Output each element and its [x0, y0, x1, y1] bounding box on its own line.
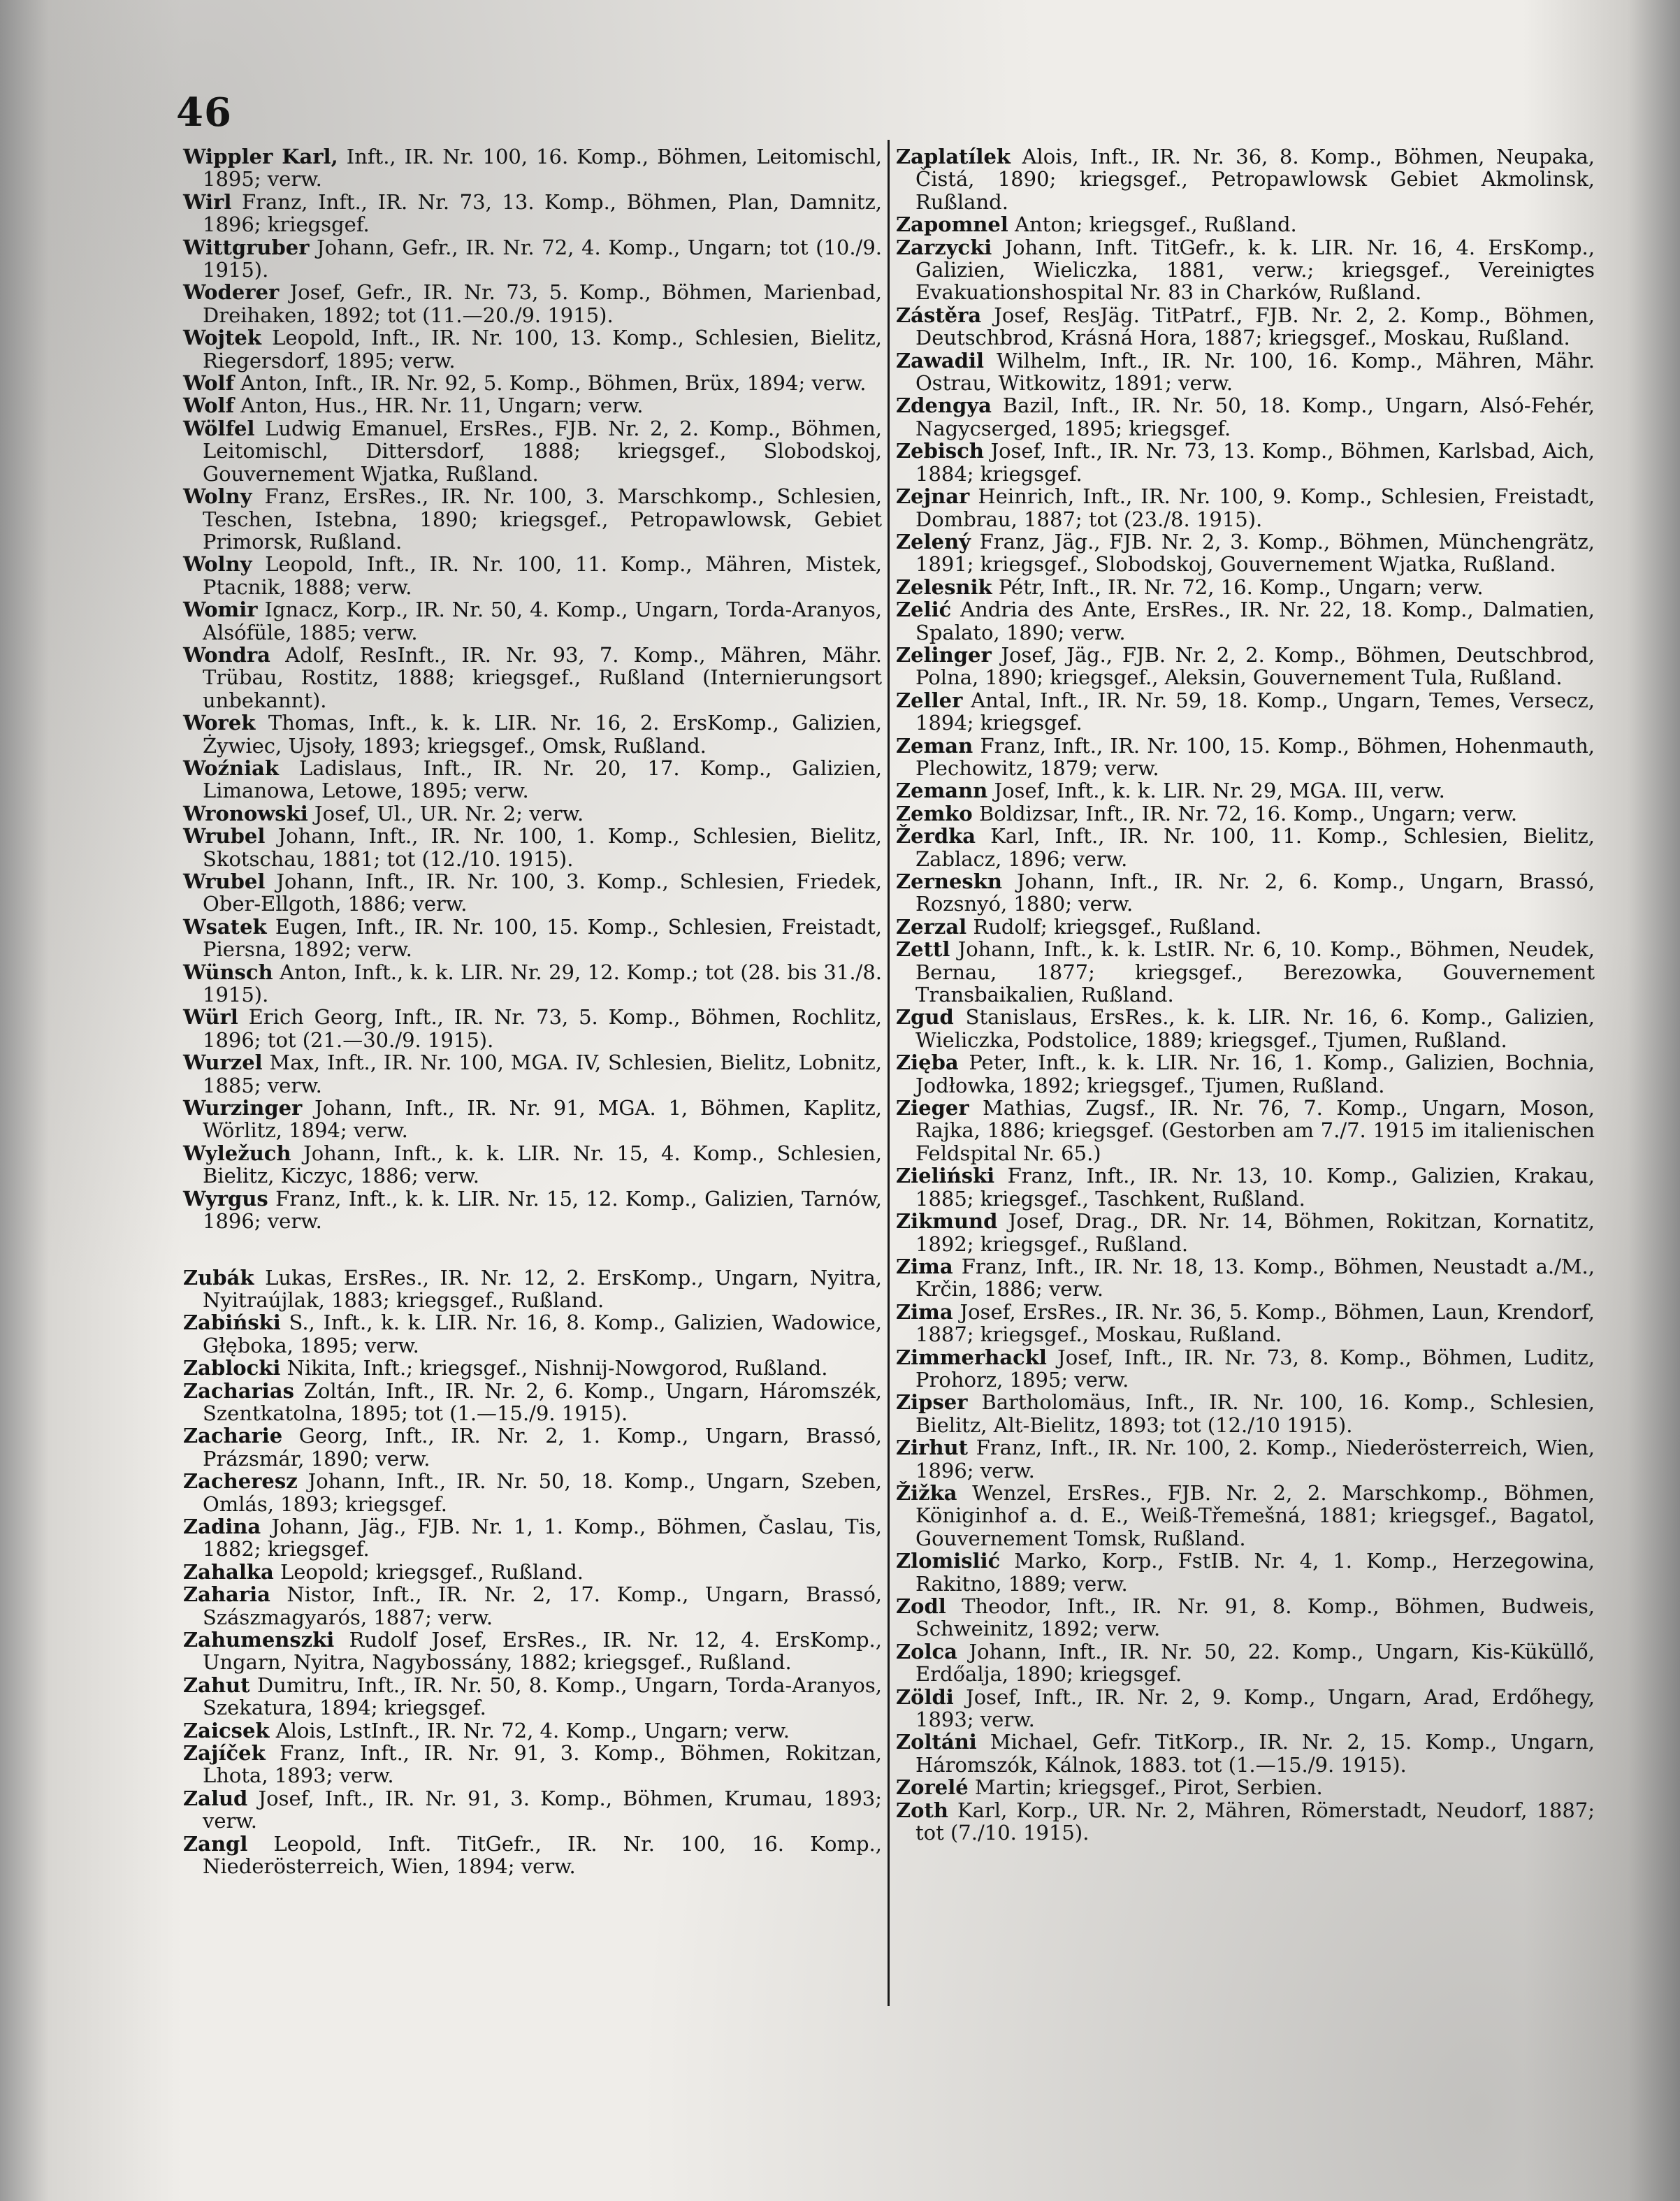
entry-surname: Wölfel — [183, 416, 255, 440]
entry-details: Franz, Inft., k. k. LIR. Nr. 15, 12. Komp., Galizien, Tarnów, 1896; verw. — [203, 1186, 882, 1234]
register-entry — [896, 1776, 1595, 1798]
entry-details: Josef, Inft., IR. Nr. 73, 13. Komp., Böhmen, Karlsbad, Aich, 1884; kriegsgef. — [915, 439, 1595, 486]
register-entry — [896, 1210, 1595, 1255]
register-entry — [183, 485, 882, 553]
entry-surname: Wyležuch — [183, 1141, 291, 1165]
entry-details: Johann, Jäg., FJB. Nr. 1, 1. Komp., Böhmen, Časlau, Tis, 1882; kriegsgef. — [203, 1514, 882, 1561]
entry-surname: Zebisch — [896, 439, 984, 463]
entry-details: Marko, Korp., FstIB. Nr. 4, 1. Komp., Herzegowina, Rakitno, 1889; verw. — [915, 1549, 1595, 1596]
entry-details: Peter, Inft., k. k. LIR. Nr. 16, 1. Komp., Galizien, Bochnia, Jodłowka, 1892; kriegsgef., Tjumen, Rußland. — [915, 1051, 1595, 1097]
entry-details: Johann, Inft., k. k. LIR. Nr. 15, 4. Komp., Schlesien, Bielitz, Kiczyc, 1886; verw. — [203, 1141, 882, 1188]
entry-surname: Zöldi — [896, 1684, 954, 1709]
entry-details: Martin; kriegsgef., Pirot, Serbien. — [968, 1775, 1323, 1800]
register-entry — [896, 870, 1595, 916]
entry-surname: Zaicsek — [183, 1718, 270, 1742]
entry-surname: Zabiński — [183, 1311, 281, 1335]
register-entry — [183, 825, 882, 870]
entry-details: Bartholomäus, Inft., IR. Nr. 100, 16. Komp., Schlesien, Bielitz, Alt-Bielitz, 1893; tot (12./10 1915). — [915, 1390, 1595, 1437]
column-divider — [888, 140, 890, 2006]
register-entry — [183, 757, 882, 802]
register-entry — [183, 1787, 882, 1833]
register-entry — [183, 916, 882, 961]
entry-details: Stanislaus, ErsRes., k. k. LIR. Nr. 16, 6. Komp., Galizien, Wieliczka, Podstolice, 1889; kriegsgef., Tjumen, Rußland. — [915, 1005, 1595, 1052]
register-entry — [183, 598, 882, 644]
entry-surname: Zerzal — [896, 914, 967, 939]
register-entry — [183, 961, 882, 1006]
entry-surname: Zahut — [183, 1673, 250, 1697]
register-entry — [183, 372, 882, 394]
register-entry — [183, 236, 882, 282]
entry-surname: Wurzinger — [183, 1096, 303, 1120]
register-entry — [183, 145, 882, 191]
entry-details: Johann, Inft., IR. Nr. 2, 6. Komp., Ungarn, Brassó, Rozsnyó, 1880; verw. — [915, 869, 1595, 916]
entry-details: Rudolf; kriegsgef., Rußland. — [966, 914, 1262, 939]
entry-surname: Zdengya — [896, 394, 992, 418]
entry-surname: Zangl — [183, 1831, 248, 1856]
section-gap — [183, 1233, 882, 1267]
register-entry — [183, 870, 882, 916]
register-entry — [896, 213, 1595, 236]
entry-surname: Žerdka — [896, 824, 976, 849]
entry-surname: Zubák — [183, 1265, 254, 1290]
entry-details: Franz, ErsRes., IR. Nr. 100, 3. Marschkomp., Schlesien, Teschen, Istebna, 1890; kriegsgef., Petropawlowsk, Gebiet Primorsk, Rußland. — [203, 484, 882, 554]
entry-surname: Wyrgus — [183, 1186, 268, 1211]
entry-surname: Wurzel — [183, 1051, 263, 1075]
register-entry — [896, 1686, 1595, 1731]
register-entry — [896, 440, 1595, 485]
register-entry — [896, 1391, 1595, 1436]
register-entry — [183, 1424, 882, 1470]
entry-details: Anton, Inft., k. k. LIR. Nr. 29, 12. Komp.; tot (28. bis 31./8. 1915). — [203, 960, 882, 1007]
entry-surname: Zablocki — [183, 1356, 281, 1380]
register-entry — [896, 531, 1595, 576]
entry-details: Alois, LstInft., IR. Nr. 72, 4. Komp., Ungarn; verw. — [269, 1718, 790, 1742]
entry-surname: Zima — [896, 1254, 953, 1278]
entry-details: Alois, Inft., IR. Nr. 36, 8. Komp., Böhmen, Neupaka, Čistá, 1890; kriegsgef., Petropawlowsk Gebiet Akmolinsk, Rußland. — [915, 145, 1595, 214]
entry-details: Josef, ErsRes., IR. Nr. 36, 5. Komp., Böhmen, Laun, Krendorf, 1887; kriegsgef., Moskau, Rußland. — [915, 1299, 1595, 1347]
entry-details: Anton, Hus., HR. Nr. 11, Ungarn; verw. — [234, 394, 644, 418]
register-entry — [896, 1550, 1595, 1595]
register-entry — [896, 1164, 1595, 1210]
entry-details: Andria des Ante, ErsRes., IR. Nr. 22, 18. Komp., Dalmatien, Spalato, 1890; verw. — [915, 598, 1595, 644]
entry-surname: Zieliński — [896, 1164, 995, 1188]
entry-surname: Wolf — [183, 371, 235, 396]
entry-details: Pétr, Inft., IR. Nr. 72, 16. Komp., Ungarn; verw. — [992, 575, 1484, 599]
entry-surname: Zelený — [896, 529, 971, 554]
entry-details: Josef, Drag., DR. Nr. 14, Böhmen, Rokitzan, Kornatitz, 1892; kriegsgef., Rußland. — [915, 1209, 1595, 1256]
entry-surname: Zacheresz — [183, 1469, 298, 1494]
entry-surname: Zalud — [183, 1786, 248, 1810]
register-entry — [183, 1470, 882, 1515]
register-entry — [183, 1561, 882, 1583]
entry-surname: Zięba — [896, 1051, 959, 1075]
entry-surname: Woźniak — [183, 756, 279, 780]
register-entry — [896, 394, 1595, 440]
entry-surname: Zeller — [896, 688, 963, 712]
entry-details: Franz, Inft., IR. Nr. 100, 15. Komp., Böhmen, Hohenmauth, Plechowitz, 1879; verw. — [915, 733, 1595, 780]
register-entry — [896, 576, 1595, 598]
entry-details: Josef, Inft., IR. Nr. 73, 8. Komp., Böhmen, Luditz, Prohorz, 1895; verw. — [915, 1345, 1595, 1392]
entry-details: Nikita, Inft.; kriegsgef., Nishnij-Nowgorod, Rußland. — [280, 1356, 828, 1380]
register-entry — [896, 1051, 1595, 1097]
register-entry — [183, 1097, 882, 1142]
entry-details: Franz, Inft., IR. Nr. 91, 3. Komp., Böhmen, Rokitzan, Lhota, 1893; verw. — [203, 1741, 882, 1788]
left-column — [183, 145, 882, 1877]
entry-details: Franz, Inft., IR. Nr. 100, 2. Komp., Niederösterreich, Wien, 1896; verw. — [915, 1436, 1595, 1482]
register-entry — [896, 145, 1595, 213]
entry-details: Mathias, Zugsf., IR. Nr. 76, 7. Komp., Ungarn, Moson, Rajka, 1886; kriegsgef. (Gestorben am 7./7. 1915 im italienischen Feldspital Nr. 65.) — [915, 1096, 1595, 1165]
entry-surname: Wünsch — [183, 960, 273, 984]
right-column — [896, 145, 1595, 1844]
entry-surname: Zelinger — [896, 642, 992, 667]
register-entry — [896, 689, 1595, 735]
entry-details: Adolf, ResInft., IR. Nr. 93, 7. Komp., Mähren, Mähr. Trübau, Rostitz, 1888; kriegsgef., Rußland (Internierungsort unbekannt). — [203, 642, 882, 712]
entry-details: Michael, Gefr. TitKorp., IR. Nr. 2, 15. Komp., Ungarn, Háromszók, Kálnok, 1883. tot (1.—15./9. 1915). — [915, 1730, 1595, 1777]
entry-details: Antal, Inft., IR. Nr. 59, 18. Komp., Ungarn, Temes, Versecz, 1894; kriegsgef. — [915, 688, 1595, 735]
entry-details: Anton, Inft., IR. Nr. 92, 5. Komp., Böhmen, Brüx, 1894; verw. — [234, 371, 867, 396]
entry-surname: Zarzycki — [896, 235, 992, 259]
entry-surname: Wirl — [183, 189, 232, 214]
entry-surname: Würl — [183, 1005, 238, 1030]
entry-details: Inft., IR. Nr. 100, 16. Komp., Böhmen, Leitomischl, 1895; verw. — [203, 145, 882, 192]
entry-surname: Wolny — [183, 484, 252, 509]
register-entry — [183, 281, 882, 326]
entry-details: Josef, Jäg., FJB. Nr. 2, 2. Komp., Böhmen, Deutschbrod, Polna, 1890; kriegsgef., Aleksin, Gouvernement Tula, Rußland. — [915, 642, 1595, 690]
entry-surname: Zemann — [896, 779, 988, 803]
entry-details: Rudolf Josef, ErsRes., IR. Nr. 12, 4. ErsKomp., Ungarn, Nyitra, Nagybossány, 1882; kriegsgef., Rußland. — [203, 1628, 882, 1675]
entry-details: Johann, Inft. TitGefr., k. k. LIR. Nr. 16, 4. ErsKomp., Galizien, Wieliczka, 1881, verw.; kriegsgef., Vereinigtes Evakuationshospital Nr. 83 in Charków, Rußland. — [915, 235, 1595, 305]
entry-surname: Zahalka — [183, 1559, 274, 1584]
register-entry — [183, 1357, 882, 1379]
entry-details: Leopold, Inft. TitGefr., IR. Nr. 100, 16. Komp., Niederösterreich, Wien, 1894; verw. — [203, 1831, 882, 1879]
entry-details: Anton; kriegsgef., Rußland. — [1008, 212, 1297, 237]
entry-surname: Zimmerhackl — [896, 1345, 1047, 1369]
entry-details: Josef, ResJäg. TitPatrf., FJB. Nr. 2, 2. Komp., Böhmen, Deutschbrod, Krásná Hora, 1887; kriegsgef., Moskau, Rußland. — [915, 303, 1595, 350]
entry-surname: Wippler Karl, — [183, 145, 338, 168]
register-entry — [183, 191, 882, 236]
entry-surname: Zodl — [896, 1594, 946, 1618]
entry-surname: Wojtek — [183, 326, 261, 350]
entry-details: Leopold, Inft., IR. Nr. 100, 11. Komp., Mähren, Mistek, Ptacnik, 1888; verw. — [203, 552, 882, 599]
entry-details: Johann, Inft., IR. Nr. 50, 22. Komp., Ungarn, Kis-Küküllő, Erdőalja, 1890; kriegsgef. — [915, 1639, 1595, 1687]
entry-details: Josef, Inft., k. k. LIR. Nr. 29, MGA. III, verw. — [987, 779, 1445, 803]
entry-details: Ladislaus, Inft., IR. Nr. 20, 17. Komp., Galizien, Limanowa, Letowe, 1895; verw. — [203, 756, 882, 803]
register-entry — [183, 1583, 882, 1629]
entry-details: Nistor, Inft., IR. Nr. 2, 17. Komp., Ungarn, Brassó, Szászmagyarós, 1887; verw. — [203, 1582, 882, 1629]
entry-surname: Wittgruber — [183, 235, 310, 259]
entry-surname: Zapomnel — [896, 212, 1008, 237]
entry-surname: Zástěra — [896, 303, 982, 327]
register-entry — [183, 1267, 882, 1312]
entry-details: Wenzel, ErsRes., FJB. Nr. 2, 2. Marschkomp., Böhmen, Königinhof a. d. E., Weiß-Třemešná, 1881; kriegsgef., Bagatol, Gouvernement Tomsk, Rußland. — [915, 1480, 1595, 1550]
entry-details: Heinrich, Inft., IR. Nr. 100, 9. Komp., Schlesien, Freistadt, Dombrau, 1887; tot (23./8. 1915). — [915, 484, 1595, 531]
entry-surname: Zima — [896, 1299, 953, 1324]
register-entry — [896, 1255, 1595, 1301]
entry-surname: Wsatek — [183, 914, 267, 939]
register-entry — [896, 1482, 1595, 1550]
register-entry — [896, 916, 1595, 938]
entry-surname: Wolf — [183, 394, 235, 418]
entry-surname: Zelesnik — [896, 575, 992, 599]
register-entry — [183, 712, 882, 757]
register-entry — [183, 417, 882, 485]
register-entry — [896, 825, 1595, 870]
register-entry — [896, 236, 1595, 304]
register-entry — [896, 1097, 1595, 1164]
entry-surname: Zemko — [896, 801, 973, 825]
entry-details: Dumitru, Inft., IR. Nr. 50, 8. Komp., Ungarn, Torda-Aranyos, Szekatura, 1894; kriegsgef. — [203, 1673, 882, 1720]
register-entry — [896, 779, 1595, 802]
register-entry — [183, 1051, 882, 1097]
entry-details: S., Inft., k. k. LIR. Nr. 16, 8. Komp., Galizien, Wadowice, Głęboka, 1895; verw. — [203, 1311, 882, 1357]
entry-surname: Zeman — [896, 733, 973, 758]
register-entry — [896, 802, 1595, 825]
register-entry — [183, 644, 882, 712]
entry-surname: Zejnar — [896, 484, 970, 509]
register-entry — [183, 1833, 882, 1878]
entry-surname: Woderer — [183, 280, 280, 305]
entry-details: Johann, Inft., IR. Nr. 100, 1. Komp., Schlesien, Bielitz, Skotschau, 1881; tot (12./10. 1915). — [203, 824, 882, 871]
register-entry — [896, 1436, 1595, 1482]
entry-details: Boldizsar, Inft., IR. Nr. 72, 16. Komp., Ungarn; verw. — [972, 801, 1518, 825]
register-entry — [183, 1142, 882, 1188]
entry-surname: Zaplatílek — [896, 145, 1011, 168]
entry-details: Franz, Inft., IR. Nr. 73, 13. Komp., Böhmen, Plan, Damnitz, 1896; kriegsgef. — [203, 189, 882, 237]
entry-details: Josef, Ul., UR. Nr. 2; verw. — [307, 801, 584, 825]
register-entry — [896, 1799, 1595, 1845]
entry-details: Johann, Inft., IR. Nr. 50, 18. Komp., Ungarn, Szeben, Omlás, 1893; kriegsgef. — [203, 1469, 882, 1516]
entry-details: Thomas, Inft., k. k. LIR. Nr. 16, 2. ErsKomp., Galizien, Żywiec, Ujsoły, 1893; kriegsgef., Omsk, Rußland. — [203, 711, 882, 758]
entry-details: Franz, Jäg., FJB. Nr. 2, 3. Komp., Böhmen, Münchengrätz, 1891; kriegsgef., Slobodskoj, Gouvernement Wjatka, Rußland. — [915, 529, 1595, 577]
entry-surname: Zacharie — [183, 1424, 283, 1448]
register-entry — [896, 644, 1595, 689]
entry-details: Eugen, Inft., IR. Nr. 100, 15. Komp., Schlesien, Freistadt, Piersna, 1892; verw. — [203, 914, 882, 962]
register-entry — [896, 1731, 1595, 1776]
entry-surname: Wrubel — [183, 869, 266, 893]
entry-details: Josef, Inft., IR. Nr. 2, 9. Komp., Ungarn, Arad, Erdőhegy, 1893; verw. — [915, 1684, 1595, 1732]
entry-surname: Zipser — [896, 1390, 968, 1415]
entry-details: Theodor, Inft., IR. Nr. 91, 8. Komp., Böhmen, Budweis, Schweinitz, 1892; verw. — [915, 1594, 1595, 1641]
entry-details: Johann, Inft., IR. Nr. 91, MGA. 1, Böhmen, Kaplitz, Wörlitz, 1894; verw. — [203, 1096, 882, 1143]
entry-details: Josef, Gefr., IR. Nr. 73, 5. Komp., Böhmen, Marienbad, Dreihaken, 1892; tot (11.—20./9. 1915). — [203, 280, 882, 327]
entry-surname: Zoltáni — [896, 1730, 977, 1754]
register-entry — [183, 1188, 882, 1233]
entry-details: Johann, Inft., k. k. LstIR. Nr. 6, 10. Komp., Böhmen, Neudek, Bernau, 1877; kriegsgef., Berezowka, Gouvernement Transbaikalien, Rußland. — [915, 937, 1595, 1007]
entry-details: Leopold; kriegsgef., Rußland. — [273, 1559, 584, 1584]
entry-details: Franz, Inft., IR. Nr. 18, 13. Komp., Böhmen, Neustadt a./M., Krčin, 1886; verw. — [915, 1254, 1595, 1301]
register-entry — [896, 485, 1595, 531]
entry-surname: Zolca — [896, 1639, 957, 1664]
register-entry — [896, 1595, 1595, 1640]
entry-surname: Zawadil — [896, 348, 985, 373]
entry-surname: Žižka — [896, 1480, 957, 1505]
register-entry — [183, 1515, 882, 1561]
entry-surname: Zlomislić — [896, 1549, 1001, 1573]
register-entry — [896, 1640, 1595, 1686]
register-entry — [896, 1006, 1595, 1051]
entry-details: Johann, Inft., IR. Nr. 100, 3. Komp., Schlesien, Friedek, Ober-Ellgoth, 1886; verw. — [203, 869, 882, 916]
entry-surname: Zgud — [896, 1005, 954, 1030]
entry-surname: Zoth — [896, 1798, 948, 1822]
entry-surname: Zorelé — [896, 1775, 969, 1800]
entry-details: Karl, Inft., IR. Nr. 100, 11. Komp., Schlesien, Bielitz, Zablacz, 1896; verw. — [915, 824, 1595, 871]
register-entry — [183, 1719, 882, 1742]
register-entry — [183, 1629, 882, 1674]
entry-surname: Zajíček — [183, 1741, 266, 1766]
entry-details: Josef, Inft., IR. Nr. 91, 3. Komp., Böhmen, Krumau, 1893; verw. — [203, 1786, 882, 1833]
entry-surname: Wondra — [183, 642, 270, 667]
entry-surname: Zacharias — [183, 1378, 294, 1403]
register-entry — [896, 938, 1595, 1006]
entry-surname: Zelić — [896, 598, 952, 622]
register-entry — [896, 349, 1595, 395]
entry-surname: Zettl — [896, 937, 950, 962]
entry-details: Bazil, Inft., IR. Nr. 50, 18. Komp., Ungarn, Alsó-Fehér, Nagycserged, 1895; kriegsgef. — [915, 394, 1595, 440]
entry-surname: Zikmund — [896, 1209, 998, 1234]
entry-surname: Worek — [183, 711, 256, 735]
entry-surname: Wronowski — [183, 801, 308, 825]
register-entry — [896, 304, 1595, 349]
register-entry — [183, 1311, 882, 1357]
entry-details: Leopold, Inft., IR. Nr. 100, 13. Komp., Schlesien, Bielitz, Riegersdorf, 1895; verw. — [203, 326, 882, 373]
register-entry — [896, 1301, 1595, 1346]
entry-details: Johann, Gefr., IR. Nr. 72, 4. Komp., Ungarn; tot (10./9. 1915). — [203, 235, 882, 282]
entry-surname: Zerneskn — [896, 869, 1002, 893]
entry-details: Wilhelm, Inft., IR. Nr. 100, 16. Komp., Mähren, Mähr. Ostrau, Witkowitz, 1891; verw. — [915, 348, 1595, 396]
entry-details: Max, Inft., IR. Nr. 100, MGA. IV, Schlesien, Bielitz, Lobnitz, 1885; verw. — [203, 1051, 882, 1097]
register-entry — [183, 1380, 882, 1425]
entry-surname: Zaharia — [183, 1582, 270, 1607]
page-number: 46 — [176, 89, 232, 136]
register-entry — [183, 326, 882, 372]
register-entry — [183, 802, 882, 825]
entry-details: Ludwig Emanuel, ErsRes., FJB. Nr. 2, 2. Komp., Böhmen, Leitomischl, Dittersdorf, 1888; kriegsgef., Slobodskoj, Gouvernement Wjatka, Rußland. — [203, 416, 882, 486]
register-entry — [183, 1674, 882, 1719]
entry-details: Georg, Inft., IR. Nr. 2, 1. Komp., Ungarn, Brassó, Prázsmár, 1890; verw. — [203, 1424, 882, 1471]
register-entry — [896, 598, 1595, 644]
entry-surname: Womir — [183, 598, 258, 622]
register-entry — [183, 394, 882, 417]
entry-details: Franz, Inft., IR. Nr. 13, 10. Komp., Galizien, Krakau, 1885; kriegsgef., Taschkent, Rußland. — [915, 1164, 1595, 1211]
entry-surname: Zahumenszki — [183, 1628, 335, 1652]
entry-surname: Zadina — [183, 1514, 261, 1538]
register-entry — [896, 735, 1595, 780]
entry-surname: Zirhut — [896, 1436, 969, 1460]
entry-details: Ignacz, Korp., IR. Nr. 50, 4. Komp., Ungarn, Torda-Aranyos, Alsófüle, 1885; verw. — [203, 598, 882, 644]
entry-details: Karl, Korp., UR. Nr. 2, Mähren, Römerstadt, Neudorf, 1887; tot (7./10. 1915). — [915, 1798, 1595, 1845]
entry-details: Zoltán, Inft., IR. Nr. 2, 6. Komp., Ungarn, Háromszék, Szentkatolna, 1895; tot (1.—15./9. 1915). — [203, 1378, 882, 1425]
entry-surname: Wrubel — [183, 824, 266, 849]
entry-details: Erich Georg, Inft., IR. Nr. 73, 5. Komp., Böhmen, Rochlitz, 1896; tot (21.—30./9. 1915). — [203, 1005, 882, 1052]
entry-details: Lukas, ErsRes., IR. Nr. 12, 2. ErsKomp., Ungarn, Nyitra, Nyitraújlak, 1883; kriegsgef., Rußland. — [203, 1265, 882, 1312]
entry-surname: Wolny — [183, 552, 252, 577]
register-entry — [183, 553, 882, 598]
entry-surname: Zieger — [896, 1096, 969, 1120]
register-entry — [183, 1742, 882, 1787]
register-entry — [896, 1346, 1595, 1392]
register-entry — [183, 1006, 882, 1051]
